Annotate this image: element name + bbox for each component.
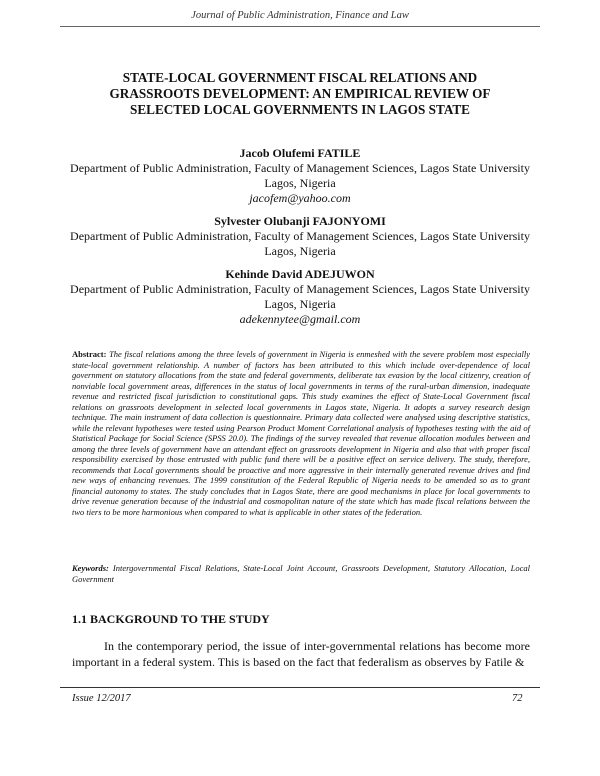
author-block-2 <box>60 214 540 259</box>
header-rule <box>60 26 540 27</box>
paper-title <box>80 70 520 118</box>
keywords <box>72 563 530 584</box>
author-name: Jacob Olufemi FATILE <box>239 146 361 160</box>
author-affiliation: Department of Public Administration, Faculty of Management Sciences, Lagos State University <box>70 282 530 296</box>
abstract <box>72 349 530 517</box>
author-email[interactable]: jacofem@yahoo.com <box>249 191 351 205</box>
section-paragraph: In the contemporary period, the issue of inter-governmental relations has become more important in a federal system. This is based on the fact that federalism as observes by Fatile & <box>72 639 530 669</box>
author-block-1 <box>60 146 540 206</box>
author-block-3 <box>60 267 540 327</box>
footer-issue: Issue 12/2017 <box>72 693 131 704</box>
title-line-1: STATE-LOCAL GOVERNMENT FISCAL RELATIONS AND <box>122 70 478 85</box>
author-city: Lagos, Nigeria <box>264 297 336 311</box>
author-name: Kehinde David ADEJUWON <box>225 267 375 281</box>
abstract-label: Abstract: <box>72 349 107 359</box>
author-affiliation: Department of Public Administration, Faculty of Management Sciences, Lagos State University <box>70 161 530 175</box>
author-affiliation: Department of Public Administration, Faculty of Management Sciences, Lagos State University <box>70 229 530 243</box>
section-heading: 1.1 BACKGROUND TO THE STUDY <box>72 612 270 626</box>
author-email[interactable]: adekennytee@gmail.com <box>239 312 361 326</box>
footer-rule <box>60 687 540 688</box>
abstract-text: The fiscal relations among the three levels of government in Nigeria is enmeshed with the severe problem most especially state-local government relationship. A number of factors has been attributed to this which include over-dependence of local government on statutory allocations from the state and federal governments, deliberate tax evasion by the local citizenry, creation of nonviable local government areas, differences in the status of local governments in terms of the rural-urban dimension, inadequate revenue and restricted fiscal jurisdiction to constitutional gaps. This study examines the effect of State-Local Government fiscal relations on grassroots development in selected local governments in Lagos state, Nigeria. It adopts a survey research design technique. The main instrument of data collection is questionnaire. Primary data collected were analysed using descriptive statistics, while the relevant hypotheses were tested using Pearson Product Moment Correlational analysis of hypotheses testing with the aid of Statistical Package for Social Science (SPSS 20.0). The findings of the survey revealed that revenue allocation modules between and among the three levels of government have an attendant effect on grassroots development in Nigeria and also that with proper fiscal responsibility exercised by those entrusted with public fund there will be a positive effect on service delivery. The study, therefore, recommends that Local governments should be proactive and more aggressive in their internally generated revenue drives and find new ways of enhancing revenues. The 1999 constitution of the Federal Republic of Nigeria needs to be amended so as to grant financial autonomy to states. The study concludes that in Lagos State, there are good mechanisms in place for local governments to drive revenue generation because of the industrial and cosmopolitan nature of the state which has made fiscal relations between the two tiers to be more harmonious when compared to what is applicable in other states of the federation. <box>72 349 531 517</box>
author-city: Lagos, Nigeria <box>264 244 336 258</box>
author-name: Sylvester Olubanji FAJONYOMI <box>214 214 386 228</box>
author-city: Lagos, Nigeria <box>264 176 336 190</box>
title-line-2: GRASSROOTS DEVELOPMENT: AN EMPIRICAL REVIEW OF <box>109 86 491 101</box>
keywords-text: Intergovernmental Fiscal Relations, State-Local Joint Account, Grassroots Development, Statutory Allocation, Local Government <box>72 563 531 584</box>
title-line-3: SELECTED LOCAL GOVERNMENTS IN LAGOS STATE <box>130 102 470 117</box>
keywords-label: Keywords: <box>72 563 109 573</box>
page-number: 72 <box>512 693 523 704</box>
journal-header: Journal of Public Administration, Finance and Law <box>191 10 409 21</box>
